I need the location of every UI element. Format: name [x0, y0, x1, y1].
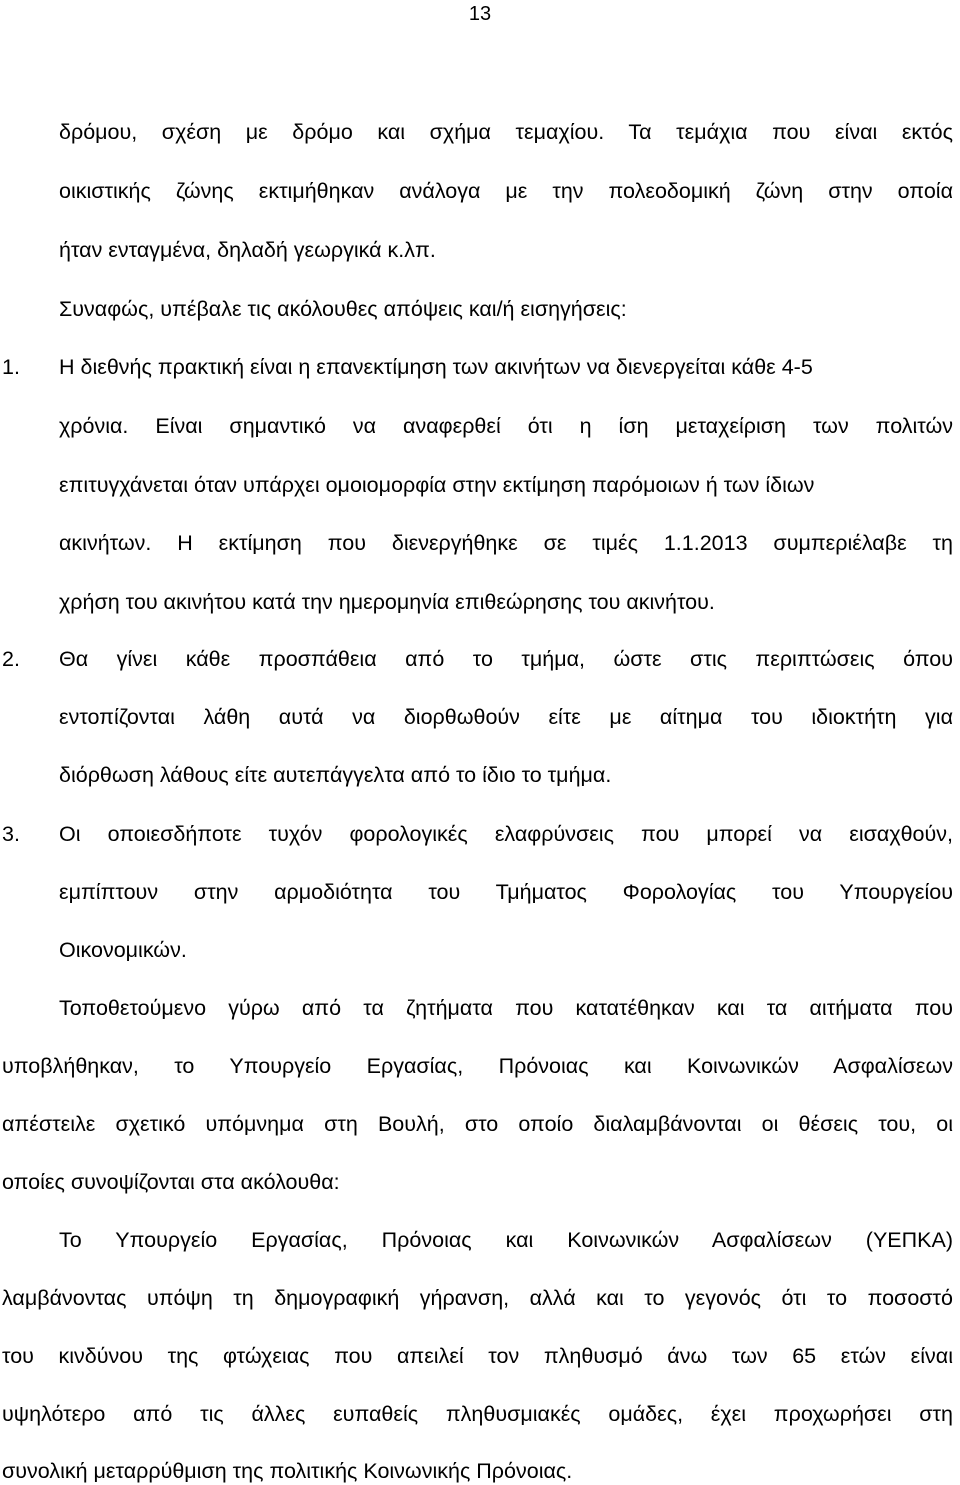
text-line: απέστειλε σχετικό υπόμνημα στη Βουλή, στο οποίο διαλαμβάνονται οι θέσεις του, οι — [2, 1112, 953, 1136]
text-line: δρόμου, σχέση με δρόμο και σχήμα τεμαχίου. Τα τεμάχια που είναι εκτός — [59, 120, 953, 144]
text-line: οικιστικής ζώνης εκτιμήθηκαν ανάλογα με την πολεοδομική ζώνη στην οποία — [59, 179, 953, 203]
text-line: Τοποθετούμενο γύρω από τα ζητήματα που κατατέθηκαν και τα αιτήματα που — [59, 996, 953, 1020]
text-line: συνολική μεταρρύθμιση της πολιτικής Κοινωνικής Πρόνοιας. — [2, 1459, 573, 1483]
text-line: Θα γίνει κάθε προσπάθεια από το τμήμα, ώστε στις περιπτώσεις όπου — [59, 647, 953, 671]
text-line: Συναφώς, υπέβαλε τις ακόλουθες απόψεις και/ή εισηγήσεις: — [59, 297, 627, 321]
text-line: Οι οποιεσδήποτε τυχόν φορολογικές ελαφρύνσεις που μπορεί να εισαχθούν, — [59, 822, 953, 846]
list-number: 3. — [2, 822, 20, 846]
text-line: Το Υπουργείο Εργασίας, Πρόνοιας και Κοινωνικών Ασφαλίσεων (ΥΕΠΚΑ) — [59, 1228, 953, 1252]
text-line: υψηλότερο από τις άλλες ευπαθείς πληθυσμιακές ομάδες, έχει προχωρήσει στη — [2, 1402, 953, 1426]
text-line: διόρθωση λάθους είτε αυτεπάγγελτα από το ίδιο το τμήμα. — [59, 763, 612, 787]
text-line: χρήση του ακινήτου κατά την ημερομηνία επιθεώρησης του ακινήτου. — [59, 590, 715, 614]
page-number: 13 — [468, 3, 492, 25]
text-line: εντοπίζονται λάθη αυτά να διορθωθούν είτε με αίτημα του ιδιοκτήτη για — [59, 705, 953, 729]
text-line: ήταν ενταγμένα, δηλαδή γεωργικά κ.λπ. — [59, 238, 436, 262]
text-line: ακινήτων. Η εκτίμηση που διενεργήθηκε σε τιμές 1.1.2013 συμπεριέλαβε τη — [59, 531, 953, 555]
text-line: εμπίπτουν στην αρμοδιότητα του Τμήματος Φορολογίας του Υπουργείου — [59, 880, 953, 904]
list-number: 2. — [2, 647, 20, 671]
text-line: του κινδύνου της φτώχειας που απειλεί τον πληθυσμό άνω των 65 ετών είναι — [2, 1344, 953, 1368]
text-line: Οικονομικών. — [59, 938, 187, 962]
list-number: 1. — [2, 355, 20, 379]
text-line: λαμβάνοντας υπόψη τη δημογραφική γήρανση, αλλά και το γεγονός ότι το ποσοστό — [2, 1286, 953, 1310]
text-line: χρόνια. Είναι σημαντικό να αναφερθεί ότι η ίση μεταχείριση των πολιτών — [59, 414, 953, 438]
text-line: επιτυγχάνεται όταν υπάρχει ομοιομορφία στην εκτίμηση παρόμοιων ή των ίδιων — [59, 473, 815, 497]
text-line: οποίες συνοψίζονται στα ακόλουθα: — [2, 1170, 340, 1194]
text-line: Η διεθνής πρακτική είναι η επανεκτίμηση των ακινήτων να διενεργείται κάθε 4-5 — [59, 355, 813, 379]
text-line: υποβλήθηκαν, το Υπουργείο Εργασίας, Πρόνοιας και Κοινωνικών Ασφαλίσεων — [2, 1054, 953, 1078]
